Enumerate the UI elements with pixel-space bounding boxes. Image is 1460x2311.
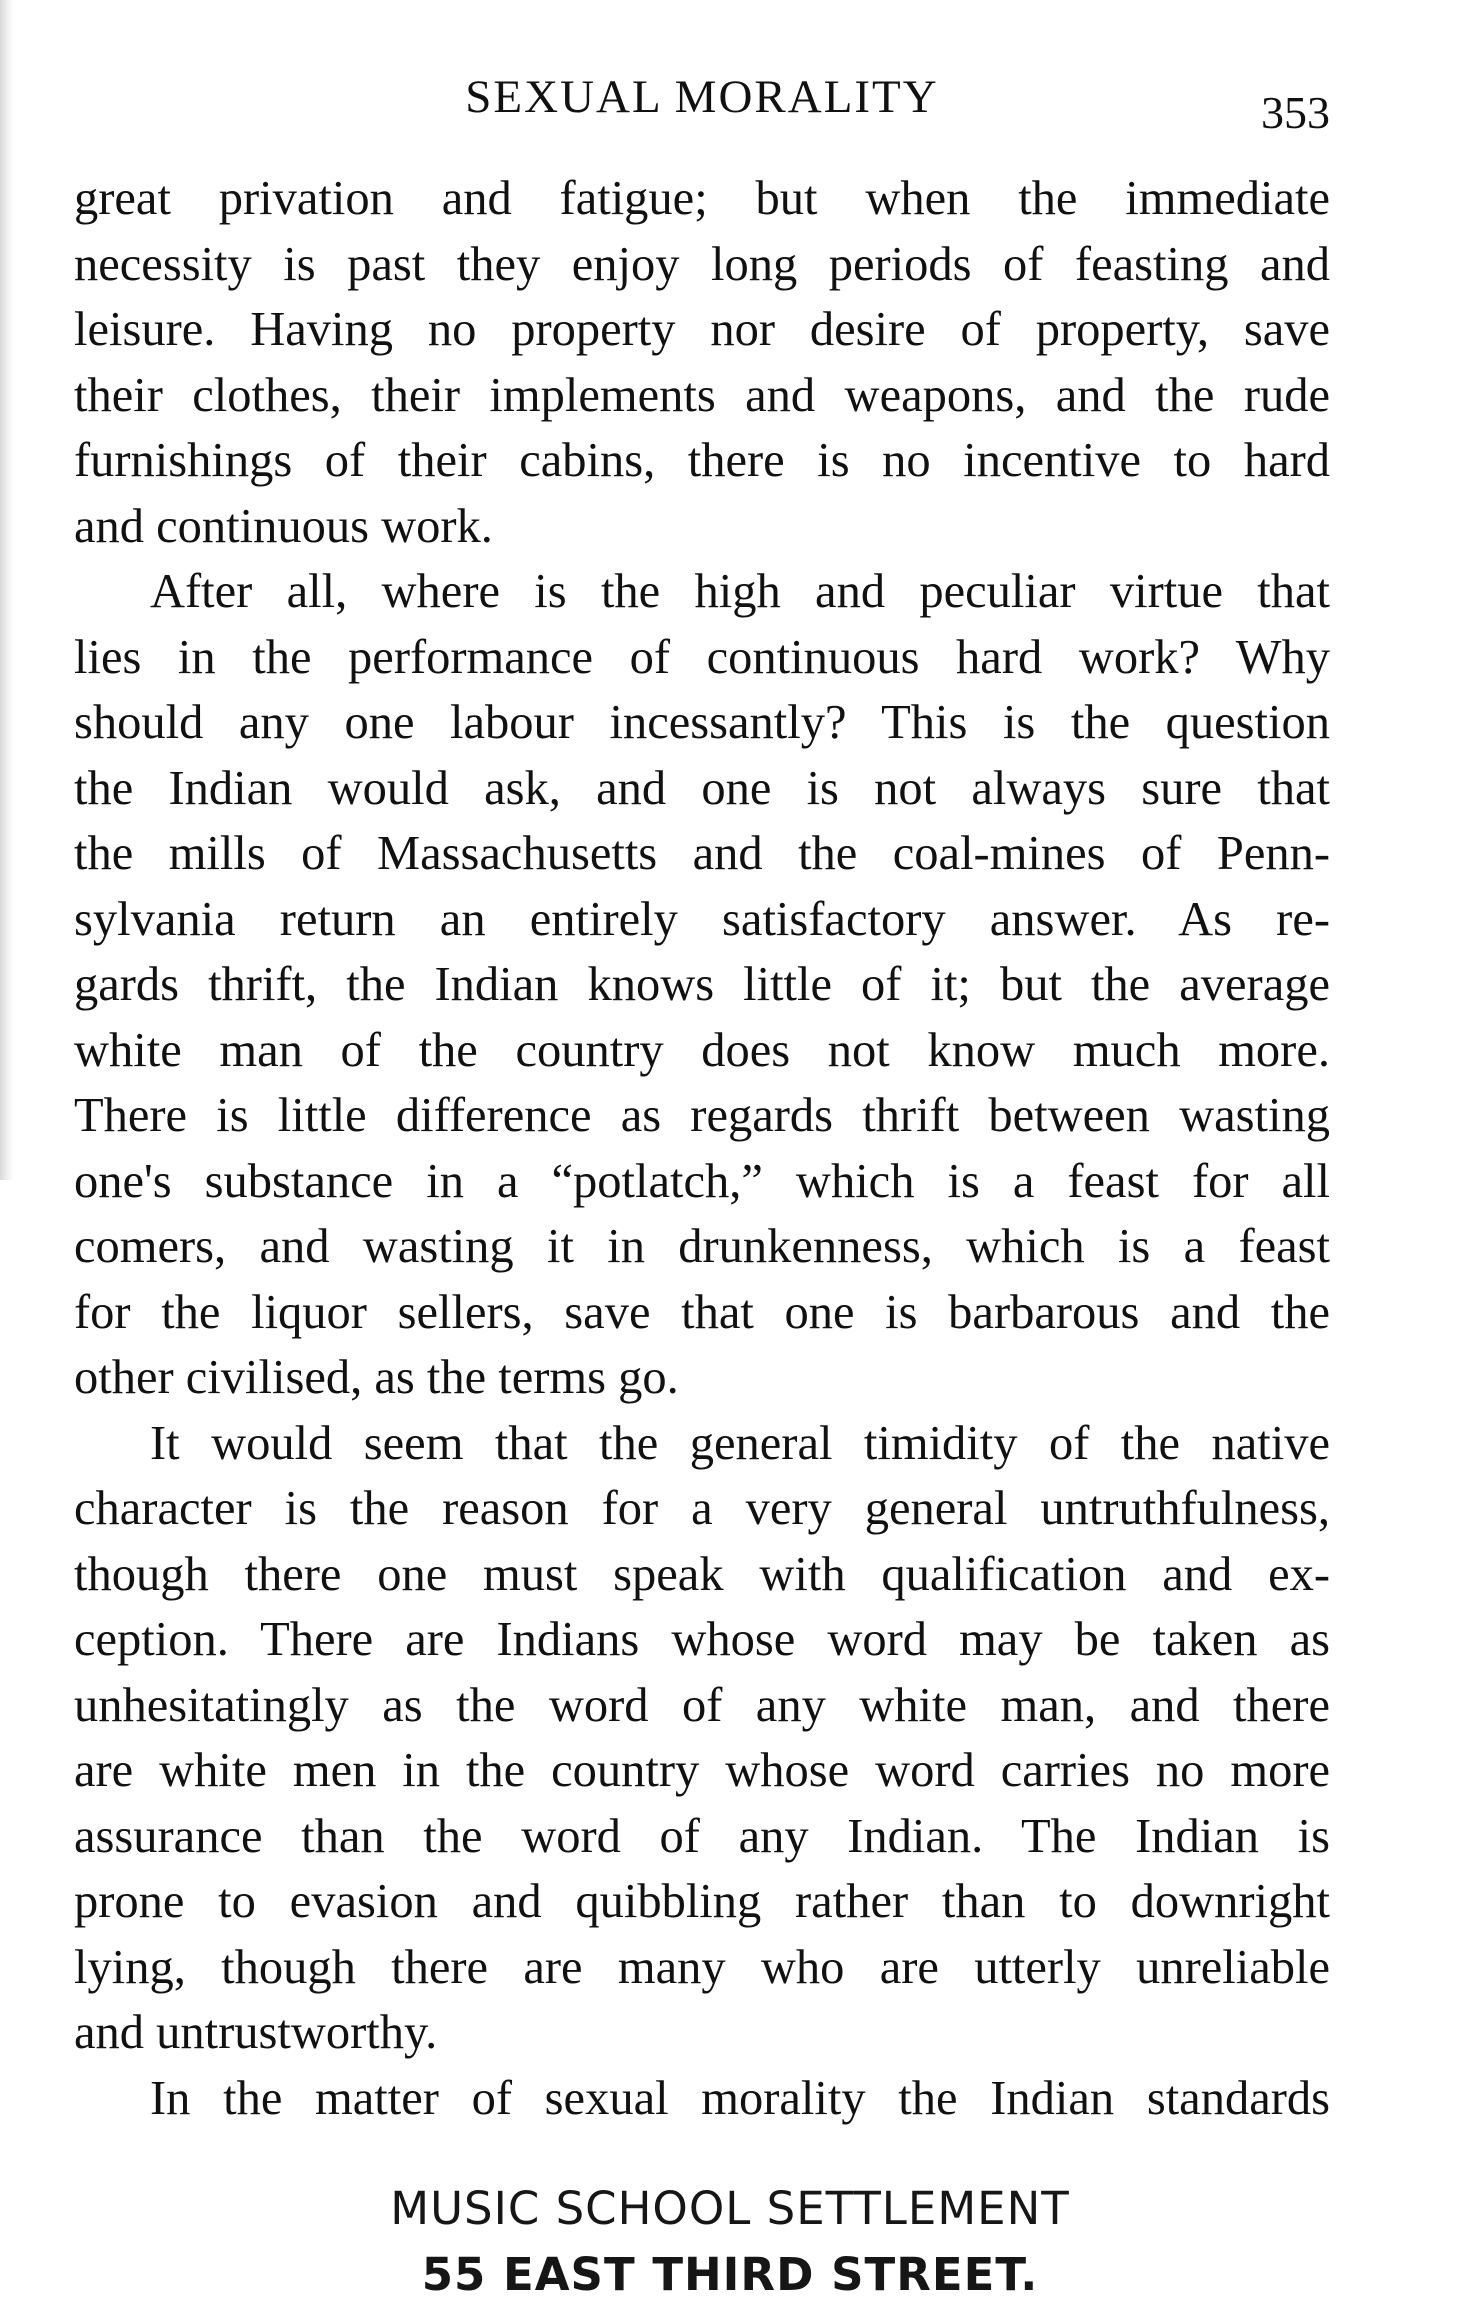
text-line: necessity is past they enjoy long periods of feasting and — [74, 237, 1330, 291]
text-line: should any one labour incessantly? This is the question — [74, 696, 1330, 749]
text-line: furnishings of their cabins, there is no incentive to hard — [74, 434, 1330, 487]
text-line: After all, where is the high and peculiar virtue that — [150, 565, 1330, 618]
text-line: and untrustworthy. — [74, 2006, 438, 2059]
page-header — [74, 70, 1330, 140]
text-line: one's substance in a “potlatch,” which is a feast for all — [74, 1154, 1330, 1208]
text-line: sylvania return an entirely satisfactory answer. As re- — [74, 892, 1330, 946]
text-line: There is little difference as regards thrift between wasting — [74, 1089, 1330, 1142]
text-line: assurance than the word of any Indian. The Indian is — [74, 1809, 1330, 1863]
text-line: It would seem that the general timidity of the native — [150, 1416, 1330, 1470]
text-line: prone to evasion and quibbling rather than to downright — [74, 1875, 1330, 1928]
stamp-line-name: MUSIC SCHOOL SETTLEMENT — [390, 2182, 1070, 2235]
text-line: the mills of Massachusetts and the coal-mines of Penn- — [74, 827, 1330, 880]
page-number: 353 — [1261, 87, 1330, 138]
text-line: leisure. Having no property nor desire of property, save — [74, 303, 1330, 356]
text-line: comers, and wasting it in drunkenness, which is a feast — [74, 1220, 1330, 1273]
page-edge-shadow — [0, 0, 14, 1180]
text-line: unhesitatingly as the word of any white man, and there — [74, 1678, 1330, 1732]
text-line: lies in the performance of continuous hard work? Why — [74, 630, 1330, 684]
text-line: though there one must speak with qualification and ex- — [74, 1547, 1330, 1601]
text-line: character is the reason for a very general untruthfulness, — [74, 1482, 1330, 1535]
text-line: great privation and fatigue; but when the immediate — [74, 172, 1330, 225]
text-line: white man of the country does not know much more. — [74, 1023, 1330, 1077]
running-title: SEXUAL MORALITY — [465, 71, 939, 123]
text-line: and continuous work. — [74, 499, 493, 553]
text-line: gards thrift, the Indian knows little of it; but the average — [74, 958, 1330, 1011]
library-stamp — [0, 2176, 1460, 2308]
stamp-line-address: 55 EAST THIRD STREET. — [421, 2248, 1039, 2301]
text-line: other civilised, as the terms go. — [74, 1351, 679, 1404]
text-line: the Indian would ask, and one is not always sure that — [74, 761, 1330, 815]
text-line: are white men in the country whose word carries no more — [74, 1744, 1330, 1797]
text-line: ception. There are Indians whose word may be taken as — [74, 1613, 1330, 1666]
body-text — [74, 166, 1330, 2131]
text-line: In the matter of sexual morality the Indian standards — [150, 2071, 1330, 2125]
text-line: lying, though there are many who are utterly unreliable — [74, 1940, 1330, 1994]
text-line: for the liquor sellers, save that one is barbarous and the — [74, 1285, 1330, 1339]
text-line: their clothes, their implements and weapons, and the rude — [74, 368, 1330, 422]
